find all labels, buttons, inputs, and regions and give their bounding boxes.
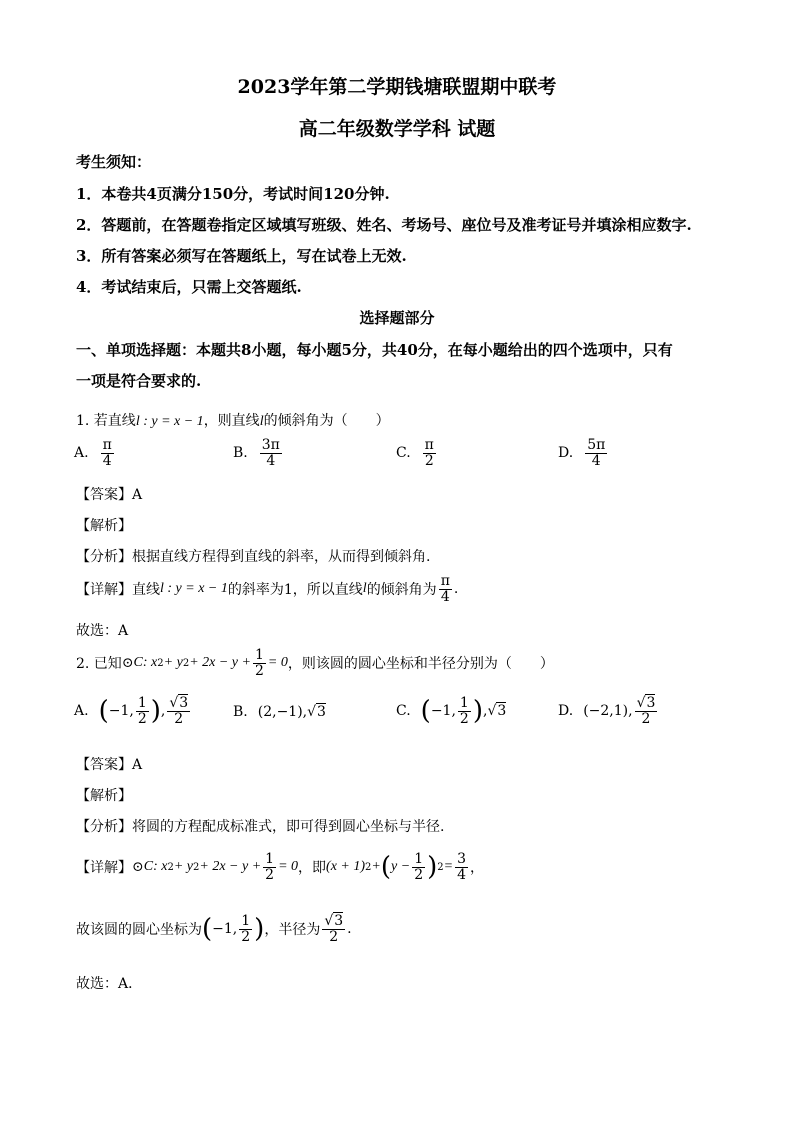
q2-detail-eq2: + y bbox=[173, 859, 194, 875]
q2-option-a-label: A. bbox=[74, 703, 89, 720]
q1-conclusion: 故选：A bbox=[76, 623, 129, 639]
q2-detail-eq1: : x bbox=[153, 859, 168, 875]
q2-stem-sup-2: 2 bbox=[182, 657, 190, 669]
q1-answer-value: A bbox=[132, 487, 143, 503]
notice-item-4: 4．考试结束后，只需上交答题纸. bbox=[76, 278, 302, 296]
q1-option-d-den: 4 bbox=[591, 452, 601, 469]
q2-answer bbox=[76, 754, 142, 774]
q2-detail-eqB: + bbox=[371, 859, 381, 875]
q2-conclusion: 故选：A． bbox=[76, 976, 143, 992]
q1-detail-num: π bbox=[440, 573, 450, 589]
q2-center-end: . bbox=[347, 921, 352, 938]
q2-analysis-tag: 【分析】 bbox=[76, 819, 132, 835]
q1-analysis bbox=[76, 546, 430, 566]
q2-option-d-rden: 2 bbox=[641, 710, 651, 727]
q2-stem-eq2: + y bbox=[163, 655, 183, 671]
q1-detail bbox=[76, 574, 458, 604]
q2-analysis-text: 将圆的方程配成标准式，即可得到圆心坐标与半径. bbox=[132, 819, 445, 835]
q1-stem-equation: l : y = x − 1 bbox=[135, 414, 204, 429]
q2-option-c-point: −1, bbox=[430, 703, 456, 720]
q1-option-b bbox=[233, 438, 284, 468]
q1-option-a-num: π bbox=[102, 437, 112, 453]
q1-option-c-num: π bbox=[424, 437, 434, 453]
q1-option-c-label: C. bbox=[396, 445, 411, 462]
q2-detail-sup-3: 2 bbox=[365, 861, 372, 873]
q2-detail-end: ， bbox=[470, 860, 485, 877]
q1-stem-mid: ，则直线 bbox=[203, 413, 260, 429]
q1-option-d-label: D. bbox=[558, 445, 574, 462]
q2-center-mid: ，半径为 bbox=[264, 922, 321, 939]
q2-option-a-rnum: 3 bbox=[179, 695, 189, 711]
q1-stem-post: 的倾斜角为（ ） bbox=[263, 413, 390, 429]
q1-answer bbox=[76, 484, 142, 504]
q2-detail-rden: 4 bbox=[457, 866, 467, 883]
circle-symbol-icon: ⊙ bbox=[132, 859, 144, 876]
notice-item-1: 1．本卷共4页满分150分，考试时间120分钟. bbox=[76, 185, 390, 203]
q2-detail-eqD: = bbox=[443, 859, 454, 875]
q2-option-b-radius: 3 bbox=[317, 704, 326, 720]
q2-jiexi: 【解析】 bbox=[76, 788, 132, 804]
q2-detail-c: C bbox=[143, 859, 154, 875]
q2-stem-post: ，则该圆的圆心坐标和半径分别为（ ） bbox=[287, 656, 554, 673]
q2-detail-mid: ，即 bbox=[298, 860, 327, 877]
q2-option-a-pnum: 1 bbox=[137, 695, 147, 711]
q1-option-a-label: A. bbox=[74, 445, 89, 462]
q2-option-b: B. (2,−1), √ 3 bbox=[233, 704, 326, 720]
q1-option-d bbox=[558, 438, 609, 468]
notice-item-2: 2．答题前，在答题卷指定区域填写班级、姓名、考场号、座位号及准考证号并填涂相应数字. bbox=[76, 216, 692, 234]
section-instruction-2: 一项是符合要求的. bbox=[76, 372, 202, 390]
q1-analysis-tag: 【分析】 bbox=[76, 549, 132, 565]
q1-option-c-den: 2 bbox=[424, 452, 434, 469]
q1-detail-pre: 直线 bbox=[132, 582, 160, 599]
q1-detail-den: 4 bbox=[440, 588, 450, 605]
q1-stem bbox=[76, 410, 390, 430]
notice-item-3: 3．所有答案必须写在答题纸上，写在试卷上无效. bbox=[76, 247, 407, 265]
q2-center-pre: 故该圆的圆心坐标为 bbox=[76, 922, 202, 939]
q1-option-a bbox=[74, 438, 116, 468]
section-instruction-1: 一、单项选择题：本题共8小题，每小题5分，共40分，在每小题给出的四个选项中，只有 bbox=[76, 341, 673, 359]
q2-detail-num2: 1 bbox=[414, 851, 424, 867]
q1-stem-l: l bbox=[259, 414, 264, 429]
q1-option-d-num: 5π bbox=[587, 437, 606, 453]
q2-center-pden: 2 bbox=[241, 928, 251, 945]
q2-stem-eq3: + 2x − y + bbox=[189, 655, 251, 671]
q2-stem-eq4: = 0 bbox=[267, 655, 288, 671]
q2-stem bbox=[76, 648, 554, 678]
q2-option-d-label: D. bbox=[558, 703, 574, 720]
q2-detail-sup-1: 2 bbox=[167, 861, 174, 873]
q2-analysis bbox=[76, 816, 444, 836]
q2-center-point: −1, bbox=[212, 921, 238, 938]
exam-title: 2023学年第二学期钱塘联盟期中联考 bbox=[237, 76, 557, 98]
q2-detail-eqA: (x + 1) bbox=[326, 859, 366, 875]
q2-option-a-pden: 2 bbox=[137, 710, 147, 727]
q1-detail-tag: 【详解】 bbox=[76, 582, 132, 599]
q1-option-c bbox=[396, 438, 438, 468]
q2-detail-eq3: + 2x − y + bbox=[199, 859, 262, 875]
q2-center-radius: 故该圆的圆心坐标为 ( −1, $\frac{1}{2}$ ) ，半径为 $\frac{√3}{2}$ . bbox=[76, 913, 352, 945]
q2-stem-num: 1 bbox=[254, 647, 264, 663]
q2-detail-den: 2 bbox=[265, 866, 275, 883]
q1-option-b-den: 4 bbox=[266, 452, 276, 469]
q2-stem-den: 2 bbox=[254, 662, 264, 679]
section-title: 选择题部分 bbox=[359, 309, 435, 327]
q2-detail-den2: 2 bbox=[414, 866, 424, 883]
q1-detail-l: l bbox=[362, 581, 367, 597]
q2-detail: 【详解】 ⊙ C : x 2 + y 2 + 2x − y + $\frac{1}{2}$ = 0 ，即 (x + 1) 2 + ( y − $\frac{1}{2}$ ) 2 = $\frac{3}{4}$ ， bbox=[76, 851, 485, 883]
q2-option-b-label: B. bbox=[233, 704, 248, 720]
q2-answer-value: A bbox=[132, 757, 143, 773]
q2-center-rden: 2 bbox=[329, 928, 339, 945]
q2-stem-sup-1: 2 bbox=[157, 657, 164, 669]
q1-option-a-den: 4 bbox=[102, 452, 112, 469]
q2-stem-pre: 2. 已知 bbox=[76, 656, 122, 673]
q1-detail-end: . bbox=[453, 581, 459, 598]
q2-answer-tag: 【答案】 bbox=[76, 757, 132, 773]
q1-detail-mid: 的斜率为1，所以直线 bbox=[227, 582, 363, 599]
q1-option-b-label: B. bbox=[233, 445, 248, 462]
q1-jiexi: 【解析】 bbox=[76, 518, 132, 534]
q2-detail-eqC: y − bbox=[391, 859, 411, 875]
q2-detail-sup-4: 2 bbox=[437, 861, 444, 873]
q2-stem-c: C bbox=[133, 655, 143, 671]
q1-detail-mid2: 的倾斜角为 bbox=[366, 582, 437, 599]
q1-option-b-num: 3π bbox=[261, 437, 280, 453]
q2-option-c: C. ( −1, $\frac{1}{2}$ ) ,√ 3 bbox=[396, 695, 507, 727]
q2-option-d-point: (−2,1), bbox=[583, 703, 633, 720]
q2-option-d-rnum: 3 bbox=[646, 695, 656, 711]
q2-option-a: A. ( −1, $\frac{1}{2}$ ) , $\frac{√3}{2}$ bbox=[74, 695, 189, 727]
q2-option-a-point: −1, bbox=[108, 703, 134, 720]
q1-detail-equation: l : y = x − 1 bbox=[160, 581, 228, 597]
circle-symbol-icon: ⊙ bbox=[121, 655, 134, 672]
q2-option-c-radius: 3 bbox=[497, 703, 507, 720]
q2-stem-eq1: : x bbox=[142, 655, 158, 671]
q1-analysis-text: 根据直线方程得到直线的斜率，从而得到倾斜角. bbox=[132, 549, 431, 565]
q1-answer-tag: 【答案】 bbox=[76, 487, 132, 503]
q2-option-a-rden: 2 bbox=[174, 710, 184, 727]
notice-heading: 考生须知： bbox=[76, 153, 152, 171]
q2-detail-eq4: = 0 bbox=[278, 859, 299, 875]
q2-detail-sup-2: 2 bbox=[193, 861, 200, 873]
q2-detail-rnum: 3 bbox=[457, 851, 467, 867]
q2-option-d: D. (−2,1), $\frac{√3}{2}$ bbox=[558, 695, 656, 727]
q2-option-c-label: C. bbox=[396, 703, 411, 720]
q2-option-b-point: (2,−1), bbox=[257, 704, 308, 720]
q1-stem-pre: 1. 若直线 bbox=[76, 413, 136, 429]
q2-detail-num: 1 bbox=[265, 851, 275, 867]
q2-center-rnum: 3 bbox=[334, 913, 344, 929]
q2-detail-tag: 【详解】 bbox=[76, 860, 132, 877]
q2-center-pnum: 1 bbox=[241, 913, 251, 929]
q2-option-c-pnum: 1 bbox=[459, 695, 469, 711]
q2-option-c-pden: 2 bbox=[459, 710, 469, 727]
exam-subtitle: 高二年级数学学科 试题 bbox=[298, 118, 496, 140]
